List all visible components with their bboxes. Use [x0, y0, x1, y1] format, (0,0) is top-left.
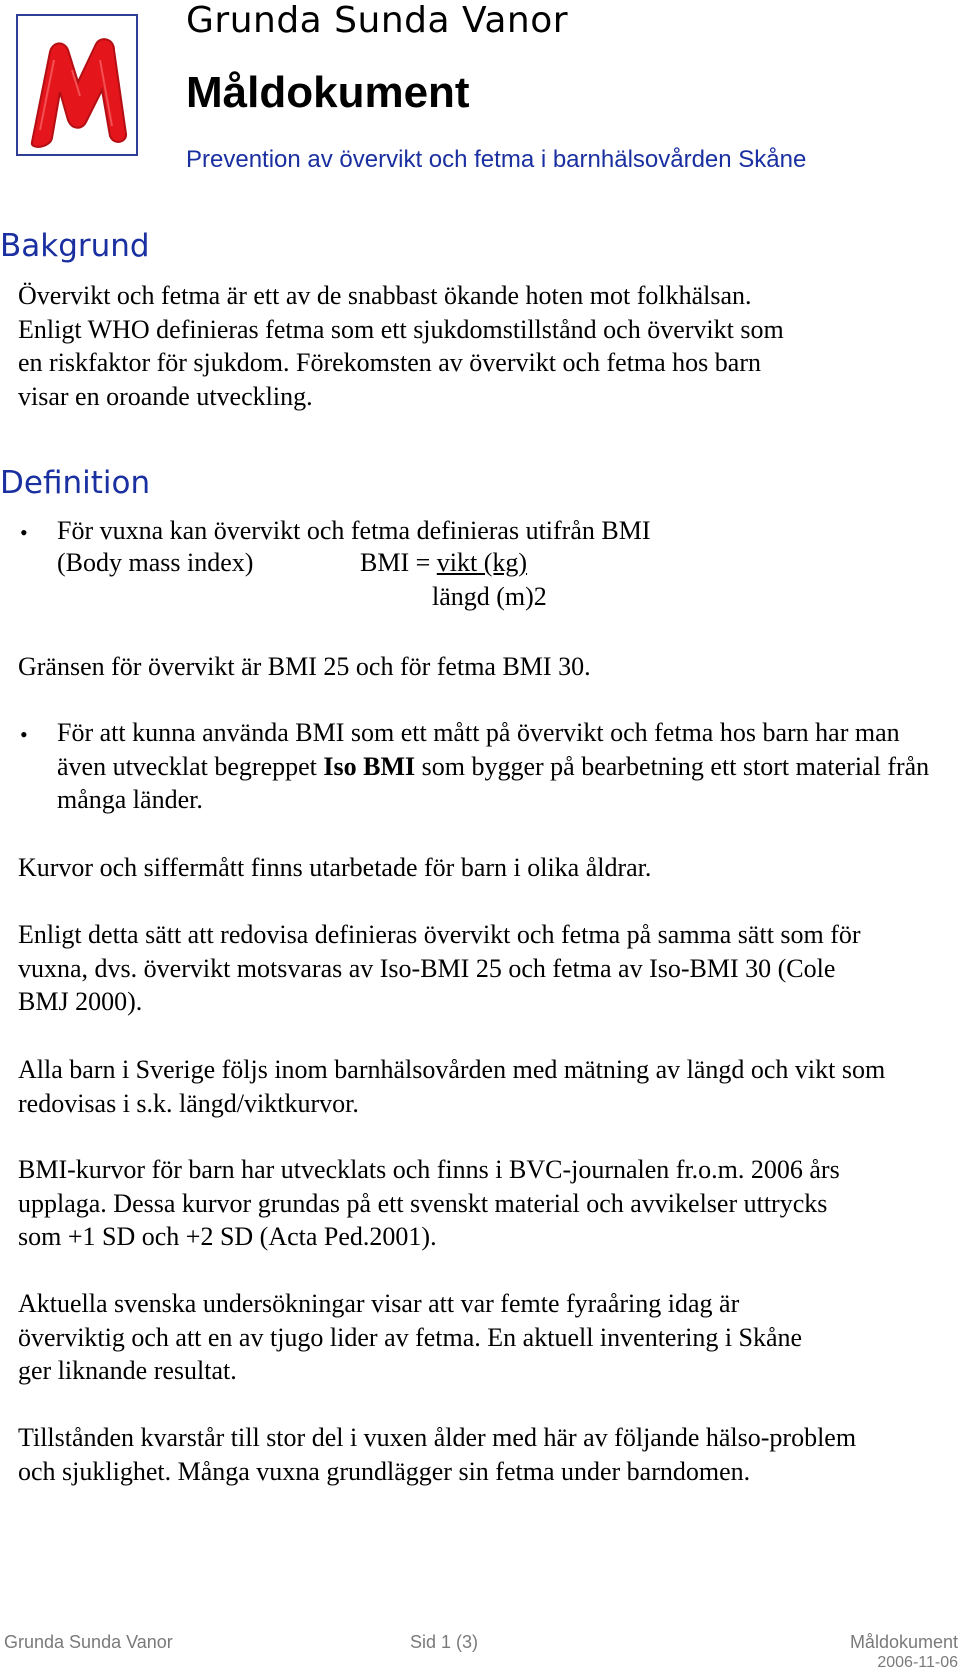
header-title: Grunda Sunda Vanor: [186, 0, 569, 41]
bullet-marker-2: •: [20, 722, 28, 747]
bullet-2-text-a: För att kunna använda BMI som ett mått på övervikt och fetma hos barn har man även utvecklat begreppet: [57, 718, 900, 781]
heading-bakgrund: Bakgrund: [0, 228, 150, 264]
alla-barn-paragraph: Alla barn i Sverige följs inom barnhälsovården med mätning av längd och vikt som redovisas i s.k. längd/viktkurvor.: [18, 1055, 886, 1118]
bmi-label: (Body mass index): [57, 548, 254, 577]
bullet-2-text-b: som bygger på bearbetning ett stort material från många länder.: [57, 751, 930, 814]
bullet-marker-1: •: [20, 520, 28, 545]
bmi-formula-prefix: BMI =: [360, 548, 437, 577]
footer-date: 2006-11-06: [877, 1654, 958, 1671]
bakgrund-line-4: visar en oroande utveckling.: [18, 381, 313, 411]
footer-page-number: Sid 1 (3): [410, 1632, 479, 1652]
document-type-title: Måldokument: [186, 68, 470, 117]
bmi-kurvor-paragraph: BMI-kurvor för barn har utvecklats och finns i BVC-journalen fr.o.m. 2006 års upplaga. Dessa kurvor grundas på ett svenskt material och avvikelser uttrycks som +1 SD och +2 SD (Acta Ped.2001).: [18, 1155, 840, 1251]
tillstanden-paragraph: Tillstånden kvarstår till stor del i vuxen ålder med här av följande hälso-problem och sjuklighet. Många vuxna grundlägger sin fetma under barndomen.: [18, 1423, 857, 1486]
bullet-1-line-1: För vuxna kan övervikt och fetma definieras utifrån BMI: [57, 516, 651, 545]
bakgrund-paragraph: [18, 279, 938, 413]
bakgrund-line-1: Övervikt och fetma är ett av de snabbast ökande hoten mot folkhälsan.: [18, 281, 752, 310]
bullet-2-text: [57, 716, 937, 817]
heading-definition: Definition: [0, 465, 151, 501]
iso-bmi-term: Iso BMI: [323, 751, 416, 781]
limit-paragraph: Gränsen för övervikt är BMI 25 och för fetma BMI 30.: [18, 652, 591, 681]
bakgrund-line-3: en riskfaktor för sjukdom. Förekomsten av övervikt och fetma hos barn: [18, 348, 761, 377]
kurvor-paragraph: Kurvor och siffermått finns utarbetade för barn i olika åldrar.: [18, 853, 652, 882]
aktuella-paragraph: Aktuella svenska undersökningar visar att var femte fyraåring idag är överviktig och att en av tjugo lider av fetma. En aktuell inventering i Skåne ger liknande resultat.: [18, 1289, 803, 1385]
bmi-formula: [360, 548, 527, 578]
footer-left: Grunda Sunda Vanor: [4, 1632, 173, 1652]
m-logo-icon: [22, 30, 134, 148]
footer-right: Måldokument: [849, 1632, 958, 1652]
bmi-numerator: vikt (kg): [436, 548, 528, 577]
header-subtitle: Prevention av övervikt och fetma i barnhälsovården Skåne: [186, 146, 807, 173]
bmi-denominator: längd (m)2: [432, 582, 547, 611]
logo: [16, 14, 138, 156]
bakgrund-line-2: Enligt WHO definieras fetma som ett sjukdomstillstånd och övervikt som: [18, 314, 784, 344]
enligt-paragraph: Enligt detta sätt att redovisa definieras övervikt och fetma på samma sätt som för vuxna, dvs. övervikt motsvaras av Iso-BMI 25 och fetma av Iso-BMI 30 (Cole BMJ 2000).: [18, 920, 861, 1016]
